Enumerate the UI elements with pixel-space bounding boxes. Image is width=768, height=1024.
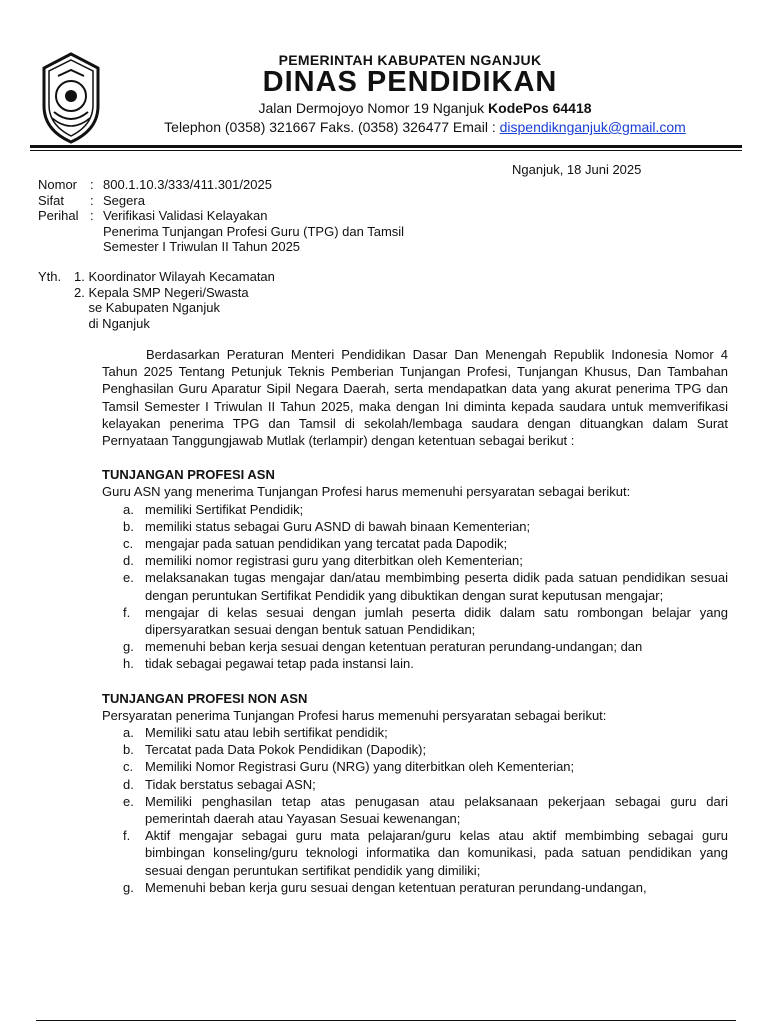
section-intro-non-asn: Persyaratan penerima Tunjangan Profesi harus memenuhi persyaratan sebagai berikut: — [102, 707, 607, 723]
list-marker: f. — [123, 828, 131, 844]
meta-colon — [90, 239, 103, 255]
list-marker: h. — [123, 656, 134, 672]
list-item — [102, 604, 728, 638]
list-text: memiliki Sertifikat Pendidik; — [145, 501, 304, 517]
meta-colon: : — [90, 177, 94, 192]
list-text: tidak sebagai pegawai tetap pada instansi lain. — [145, 656, 414, 672]
footer-rule — [36, 1020, 736, 1021]
header-government: PEMERINTAH KABUPATEN NGANJUK — [278, 52, 542, 68]
meta-colon: : — [90, 208, 94, 223]
section-title-asn: TUNJANGAN PROFESI ASN — [102, 467, 275, 483]
list-item — [102, 724, 728, 741]
list-text: Tercatat pada Data Pokok Pendidikan (Dapodik); — [145, 742, 427, 758]
list-item — [102, 776, 728, 793]
meta-value: 800.1.10.3/333/411.301/2025 — [103, 177, 272, 192]
header-email-link[interactable]: dispendiknganjuk@gmail.com — [499, 119, 686, 135]
list-marker: g. — [123, 879, 134, 895]
list-item — [102, 535, 728, 552]
recipient-line: se Kabupaten Nganjuk — [74, 300, 220, 315]
list-marker: a. — [123, 501, 134, 517]
list-text: Memiliki penghasilan tetap atas penugasan atau pelaksanaan pekerjaan sebagai guru dari pemerintah daerah atau Yayasan Sesuai kewenangan; — [145, 793, 728, 827]
meta-row — [38, 177, 404, 193]
list-marker: g. — [123, 639, 134, 655]
recipient-row — [38, 300, 275, 316]
recipient-row — [38, 269, 275, 285]
meta-value: Verifikasi Validasi Kelayakan — [103, 208, 268, 223]
list-text: memiliki status sebagai Guru ASND di bawah binaan Kementerian; — [145, 518, 531, 534]
list-text: Memiliki satu atau lebih sertifikat pendidik; — [145, 725, 388, 741]
meta-key: Sifat — [38, 192, 65, 208]
section-intro-asn: Guru ASN yang menerima Tunjangan Profesi harus memenuhi persyaratan sebagai berikut: — [102, 484, 631, 500]
recipient-line: di Nganjuk — [74, 315, 150, 331]
list-item — [102, 655, 728, 672]
header-address-street: Jalan Dermojoyo Nomor 19 Nganjuk — [258, 100, 489, 116]
list-text: memenuhi beban kerja sesuai dengan ketentuan peraturan perundang-undangan; dan — [145, 639, 643, 655]
meta-value: Segera — [103, 192, 145, 208]
header-rule-thin — [30, 150, 742, 151]
list-text: Memenuhi beban kerja guru sesuai dengan ketentuan peraturan perundang-undangan, — [145, 879, 647, 895]
meta-row — [38, 208, 404, 224]
recipients — [38, 269, 275, 331]
list-item — [102, 638, 728, 655]
list-item — [102, 879, 728, 896]
header-rule-thick — [30, 145, 742, 148]
opening-paragraph: Berdasarkan Peraturan Menteri Pendidikan Dasar Dan Menengah Republik Indonesia Nomor 4 Tahun 2025 Tentang Petunjuk Teknis Pemberian Tunjangan Profesi, Tunjangan Khusus, Dan Tambahan Penghasilan Guru Aparatur Sipil Negara Daerah, serta mendapatkan data yang akurat penerima TPG dan Tamsil Semester I Triwulan II Tahun 2025, maka dengan Ini diminta kepada saudara untuk memverifikasi kelayakan penerima TPG dan Tamsil di sekolah/lembaga saudara dengan dituangkan dalam Surat Pernyataan Tanggungjawab Mutlak (terlampir) dengan ketentuan sebagai berikut : — [102, 347, 728, 449]
letter-date: Nganjuk, 18 Juni 2025 — [512, 162, 642, 177]
list-marker: b. — [123, 518, 134, 534]
list-marker: d. — [123, 776, 134, 792]
requirements-list-asn — [102, 501, 728, 673]
list-item — [102, 518, 728, 535]
list-marker: b. — [123, 742, 134, 758]
header-postal-code: KodePos 64418 — [488, 100, 592, 116]
requirements-list-non-asn — [102, 724, 728, 896]
list-text: mengajar pada satuan pendidikan yang tercatat pada Dapodik; — [145, 536, 508, 552]
list-item — [102, 827, 728, 879]
header-address — [0, 100, 768, 116]
list-marker: a. — [123, 725, 134, 741]
header-agency: DINAS PENDIDIKAN — [262, 66, 558, 98]
meta-value: Penerima Tunjangan Profesi Guru (TPG) dan Tamsil — [103, 223, 405, 239]
header-contact-phone: Telephon (0358) 321667 Faks. (0358) 326477 Email : — [164, 119, 500, 135]
list-item — [102, 793, 728, 827]
meta-colon: : — [90, 192, 94, 208]
list-text: melaksanakan tugas mengajar dan/atau membimbing peserta didik pada satuan pendidikan sesuai dengan peruntukan Sertifikat Pendidik yang dibuktikan dengan surat keputusan mengajar; — [145, 570, 728, 603]
list-marker: e. — [123, 570, 134, 586]
list-item — [102, 741, 728, 758]
list-text: Memiliki Nomor Registrasi Guru (NRG) yang diterbitkan oleh Kementerian; — [145, 759, 575, 775]
list-marker: c. — [123, 536, 134, 552]
list-marker: e. — [123, 793, 134, 809]
meta-row — [38, 224, 404, 240]
recipient-row — [38, 285, 275, 301]
recipient-line: 1. Koordinator Wilayah Kecamatan — [74, 269, 275, 284]
recipient-line: 2. Kepala SMP Negeri/Swasta — [74, 284, 249, 300]
meta-value: Semester I Triwulan II Tahun 2025 — [103, 239, 301, 254]
meta-key: Nomor — [38, 177, 78, 192]
recipient-label: Yth. — [38, 269, 62, 284]
list-marker: f. — [123, 604, 131, 620]
list-text: Aktif mengajar sebagai guru mata pelajaran/guru kelas atau aktif membimbing sebagai guru bimbingan konseling/guru teknologi informatika dan komunikasi, pada satuan pendidikan yang sesuai dengan peruntukan sertifikat pendidik yang dimiliki; — [145, 828, 728, 878]
list-item — [102, 552, 728, 569]
list-text: mengajar di kelas sesuai dengan jumlah peserta didik dalam satu rombongan belajar yang dipersyaratkan sesuai dengan bentuk satuan Pendidikan; — [145, 604, 728, 638]
section-title-non-asn: TUNJANGAN PROFESI NON ASN — [102, 690, 308, 706]
list-item — [102, 501, 728, 518]
list-item — [102, 758, 728, 775]
list-text: Tidak berstatus sebagai ASN; — [145, 776, 316, 792]
list-marker: d. — [123, 553, 134, 569]
list-text: memiliki nomor registrasi guru yang diterbitkan oleh Kementerian; — [145, 553, 523, 569]
list-marker: c. — [123, 759, 134, 775]
list-item — [102, 569, 728, 603]
meta-key: Perihal — [38, 208, 79, 223]
meta-key — [38, 239, 90, 255]
letter-meta — [38, 177, 404, 255]
meta-row — [38, 193, 404, 209]
meta-row — [38, 239, 404, 255]
meta-colon — [90, 224, 103, 240]
meta-key — [38, 224, 90, 240]
letter-body — [102, 346, 728, 896]
recipient-row — [38, 316, 275, 332]
header-contact — [0, 119, 768, 135]
